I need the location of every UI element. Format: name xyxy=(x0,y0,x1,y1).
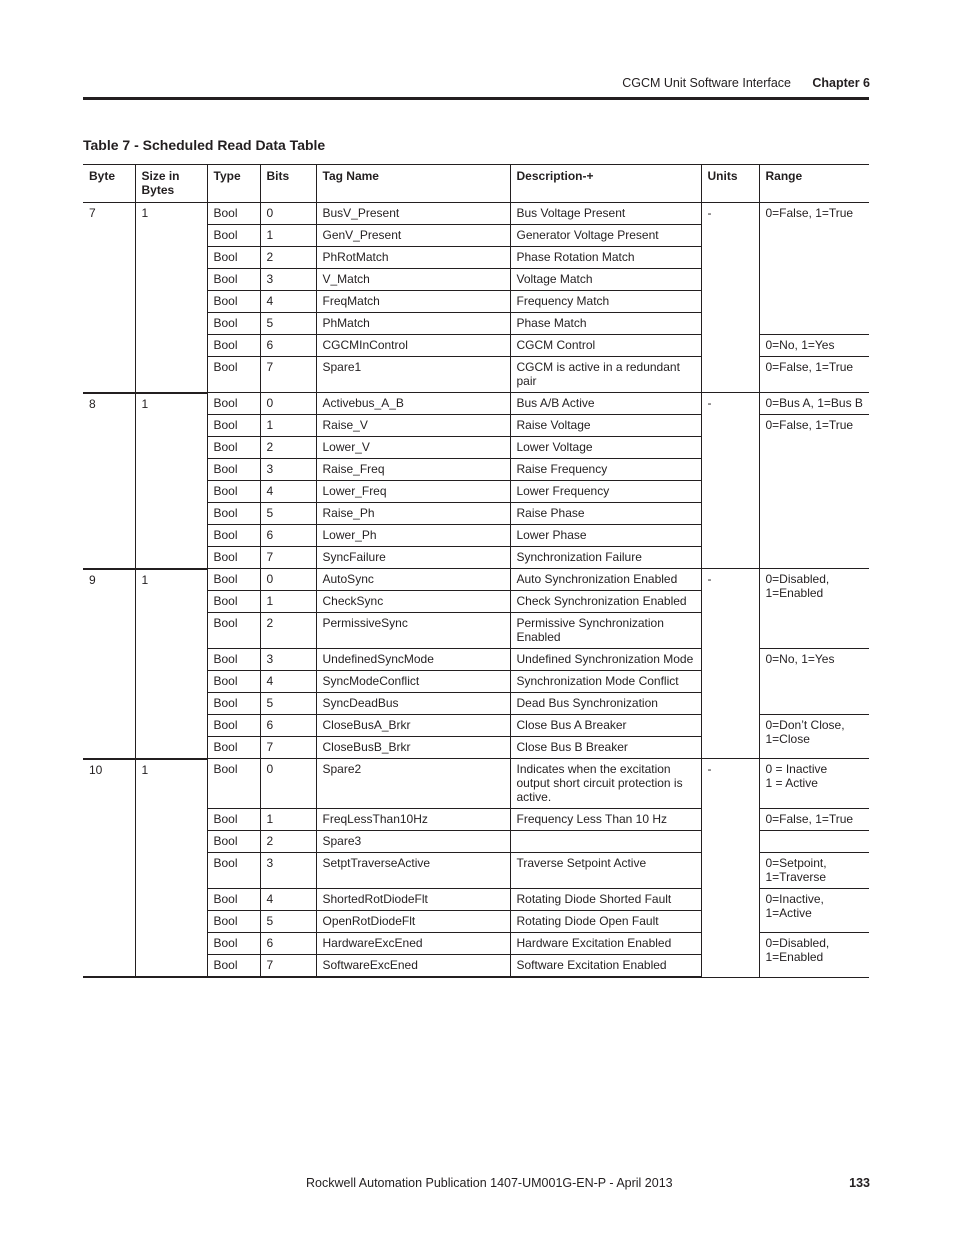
bit-cell: 2 xyxy=(260,437,316,459)
tag-name-cell: OpenRotDiodeFlt xyxy=(316,911,510,933)
description-cell: Rotating Diode Shorted Fault xyxy=(510,889,701,911)
bit-cell: 0 xyxy=(260,203,316,225)
type-cell: Bool xyxy=(207,393,260,415)
bit-cell: 6 xyxy=(260,933,316,955)
description-cell: Undefined Synchronization Mode xyxy=(510,649,701,671)
bit-cell: 1 xyxy=(260,415,316,437)
type-cell: Bool xyxy=(207,291,260,313)
bit-cell: 2 xyxy=(260,247,316,269)
tag-name-cell: PermissiveSync xyxy=(316,613,510,649)
type-cell: Bool xyxy=(207,759,260,809)
description-cell: Dead Bus Synchronization xyxy=(510,693,701,715)
bit-cell: 1 xyxy=(260,225,316,247)
description-cell: Raise Frequency xyxy=(510,459,701,481)
tag-name-cell: AutoSync xyxy=(316,569,510,591)
byte-cell: 8 xyxy=(83,393,135,569)
bit-cell: 7 xyxy=(260,357,316,393)
type-cell: Bool xyxy=(207,503,260,525)
range-cell: 0=Setpoint, 1=Traverse xyxy=(759,853,869,889)
bit-cell: 7 xyxy=(260,737,316,759)
tag-name-cell: CGCMInControl xyxy=(316,335,510,357)
description-cell: CGCM is active in a redundant pair xyxy=(510,357,701,393)
description-cell: Close Bus A Breaker xyxy=(510,715,701,737)
type-cell: Bool xyxy=(207,671,260,693)
tag-name-cell: UndefinedSyncMode xyxy=(316,649,510,671)
bit-cell: 0 xyxy=(260,569,316,591)
page-number: 133 xyxy=(849,1176,870,1190)
tag-name-cell: Spare2 xyxy=(316,759,510,809)
tag-name-cell: Spare1 xyxy=(316,357,510,393)
description-cell: Frequency Less Than 10 Hz xyxy=(510,809,701,831)
table-row xyxy=(83,203,869,225)
type-cell: Bool xyxy=(207,613,260,649)
bit-cell: 1 xyxy=(260,591,316,613)
tag-name-cell: SoftwareExcEned xyxy=(316,955,510,978)
tag-name-cell: SyncDeadBus xyxy=(316,693,510,715)
bit-cell: 5 xyxy=(260,503,316,525)
description-cell: Lower Frequency xyxy=(510,481,701,503)
column-header-description: Description-+ xyxy=(510,165,701,203)
footer-publication: Rockwell Automation Publication 1407-UM001G-EN-P - April 2013 xyxy=(306,1176,673,1190)
description-cell: Voltage Match xyxy=(510,269,701,291)
column-header-range: Range xyxy=(759,165,869,203)
bit-cell: 6 xyxy=(260,525,316,547)
bit-cell: 2 xyxy=(260,613,316,649)
scheduled-read-data-table xyxy=(83,164,869,978)
tag-name-cell: Raise_Ph xyxy=(316,503,510,525)
bit-cell: 3 xyxy=(260,459,316,481)
tag-name-cell: Raise_V xyxy=(316,415,510,437)
description-cell: Lower Phase xyxy=(510,525,701,547)
column-header-tag-name: Tag Name xyxy=(316,165,510,203)
bit-cell: 5 xyxy=(260,911,316,933)
type-cell: Bool xyxy=(207,481,260,503)
bit-cell: 6 xyxy=(260,715,316,737)
description-cell: Frequency Match xyxy=(510,291,701,313)
description-cell: Check Synchronization Enabled xyxy=(510,591,701,613)
description-cell: Close Bus B Breaker xyxy=(510,737,701,759)
type-cell: Bool xyxy=(207,955,260,978)
byte-cell: 9 xyxy=(83,569,135,759)
description-cell: CGCM Control xyxy=(510,335,701,357)
table-header-row xyxy=(83,165,869,203)
range-cell: 0=No, 1=Yes xyxy=(759,649,869,715)
tag-name-cell: Raise_Freq xyxy=(316,459,510,481)
size-cell: 1 xyxy=(135,759,207,978)
bit-cell: 3 xyxy=(260,853,316,889)
bit-cell: 4 xyxy=(260,481,316,503)
bit-cell: 2 xyxy=(260,831,316,853)
tag-name-cell: SetptTraverseActive xyxy=(316,853,510,889)
range-cell: 0=Bus A, 1=Bus B xyxy=(759,393,869,415)
type-cell: Bool xyxy=(207,335,260,357)
description-cell: Lower Voltage xyxy=(510,437,701,459)
type-cell: Bool xyxy=(207,911,260,933)
range-cell: 0=False, 1=True xyxy=(759,203,869,335)
type-cell: Bool xyxy=(207,357,260,393)
units-cell: - xyxy=(701,569,759,759)
type-cell: Bool xyxy=(207,737,260,759)
tag-name-cell: ShortedRotDiodeFlt xyxy=(316,889,510,911)
type-cell: Bool xyxy=(207,933,260,955)
description-cell: Phase Match xyxy=(510,313,701,335)
column-header-units: Units xyxy=(701,165,759,203)
tag-name-cell: PhMatch xyxy=(316,313,510,335)
bit-cell: 3 xyxy=(260,269,316,291)
type-cell: Bool xyxy=(207,269,260,291)
table-row xyxy=(83,759,869,809)
type-cell: Bool xyxy=(207,247,260,269)
bit-cell: 0 xyxy=(260,393,316,415)
tag-name-cell: SyncFailure xyxy=(316,547,510,569)
type-cell: Bool xyxy=(207,693,260,715)
bit-cell: 7 xyxy=(260,547,316,569)
description-cell: Phase Rotation Match xyxy=(510,247,701,269)
description-cell: Raise Phase xyxy=(510,503,701,525)
tag-name-cell: CheckSync xyxy=(316,591,510,613)
size-cell: 1 xyxy=(135,393,207,569)
tag-name-cell: FreqMatch xyxy=(316,291,510,313)
tag-name-cell: PhRotMatch xyxy=(316,247,510,269)
tag-name-cell: SyncModeConflict xyxy=(316,671,510,693)
description-cell: Generator Voltage Present xyxy=(510,225,701,247)
tag-name-cell: CloseBusA_Brkr xyxy=(316,715,510,737)
type-cell: Bool xyxy=(207,459,260,481)
tag-name-cell: V_Match xyxy=(316,269,510,291)
type-cell: Bool xyxy=(207,715,260,737)
bit-cell: 7 xyxy=(260,955,316,978)
range-cell: 0=Disabled, 1=Enabled xyxy=(759,933,869,978)
tag-name-cell: GenV_Present xyxy=(316,225,510,247)
range-cell: 0=False, 1=True xyxy=(759,357,869,393)
description-cell: Indicates when the excitation output short circuit protection is active. xyxy=(510,759,701,809)
type-cell: Bool xyxy=(207,203,260,225)
description-cell: Raise Voltage xyxy=(510,415,701,437)
range-cell: 0=Don’t Close, 1=Close xyxy=(759,715,869,759)
table-body xyxy=(83,203,869,978)
description-cell: Hardware Excitation Enabled xyxy=(510,933,701,955)
description-cell xyxy=(510,831,701,853)
bit-cell: 4 xyxy=(260,671,316,693)
tag-name-cell: Activebus_A_B xyxy=(316,393,510,415)
tag-name-cell: Spare3 xyxy=(316,831,510,853)
header-rule xyxy=(83,97,869,100)
column-header-bits: Bits xyxy=(260,165,316,203)
column-header-size: Size in Bytes xyxy=(135,165,207,203)
description-cell: Rotating Diode Open Fault xyxy=(510,911,701,933)
bit-cell: 3 xyxy=(260,649,316,671)
type-cell: Bool xyxy=(207,525,260,547)
bit-cell: 6 xyxy=(260,335,316,357)
column-header-byte: Byte xyxy=(83,165,135,203)
description-cell: Traverse Setpoint Active xyxy=(510,853,701,889)
header-section-title: CGCM Unit Software Interface xyxy=(622,76,791,90)
bit-cell: 4 xyxy=(260,889,316,911)
tag-name-cell: Lower_Ph xyxy=(316,525,510,547)
tag-name-cell: CloseBusB_Brkr xyxy=(316,737,510,759)
description-cell: Software Excitation Enabled xyxy=(510,955,701,978)
type-cell: Bool xyxy=(207,313,260,335)
units-cell: - xyxy=(701,203,759,393)
tag-name-cell: FreqLessThan10Hz xyxy=(316,809,510,831)
byte-cell: 10 xyxy=(83,759,135,978)
description-cell: Synchronization Mode Conflict xyxy=(510,671,701,693)
range-cell xyxy=(759,831,869,853)
type-cell: Bool xyxy=(207,649,260,671)
type-cell: Bool xyxy=(207,831,260,853)
range-cell: 0=Disabled, 1=Enabled xyxy=(759,569,869,649)
type-cell: Bool xyxy=(207,225,260,247)
table-title: Table 7 - Scheduled Read Data Table xyxy=(83,137,326,153)
units-cell: - xyxy=(701,393,759,569)
page-header xyxy=(0,0,954,100)
type-cell: Bool xyxy=(207,569,260,591)
column-header-type: Type xyxy=(207,165,260,203)
size-cell: 1 xyxy=(135,203,207,393)
units-cell: - xyxy=(701,759,759,978)
table-row xyxy=(83,569,869,591)
range-cell: 0=Inactive, 1=Active xyxy=(759,889,869,933)
bit-cell: 1 xyxy=(260,809,316,831)
type-cell: Bool xyxy=(207,591,260,613)
bit-cell: 5 xyxy=(260,313,316,335)
range-cell: 0=False, 1=True xyxy=(759,415,869,569)
type-cell: Bool xyxy=(207,415,260,437)
table-row xyxy=(83,393,869,415)
header-chapter: Chapter 6 xyxy=(812,76,870,90)
bit-cell: 4 xyxy=(260,291,316,313)
tag-name-cell: Lower_Freq xyxy=(316,481,510,503)
tag-name-cell: BusV_Present xyxy=(316,203,510,225)
range-cell: 0 = Inactive 1 = Active xyxy=(759,759,869,809)
type-cell: Bool xyxy=(207,809,260,831)
size-cell: 1 xyxy=(135,569,207,759)
description-cell: Bus Voltage Present xyxy=(510,203,701,225)
tag-name-cell: HardwareExcEned xyxy=(316,933,510,955)
description-cell: Permissive Synchronization Enabled xyxy=(510,613,701,649)
type-cell: Bool xyxy=(207,853,260,889)
page-footer xyxy=(0,1170,954,1200)
bit-cell: 5 xyxy=(260,693,316,715)
type-cell: Bool xyxy=(207,437,260,459)
description-cell: Bus A/B Active xyxy=(510,393,701,415)
range-cell: 0=No, 1=Yes xyxy=(759,335,869,357)
description-cell: Synchronization Failure xyxy=(510,547,701,569)
type-cell: Bool xyxy=(207,889,260,911)
description-cell: Auto Synchronization Enabled xyxy=(510,569,701,591)
byte-cell: 7 xyxy=(83,203,135,393)
tag-name-cell: Lower_V xyxy=(316,437,510,459)
type-cell: Bool xyxy=(207,547,260,569)
bit-cell: 0 xyxy=(260,759,316,809)
range-cell: 0=False, 1=True xyxy=(759,809,869,831)
